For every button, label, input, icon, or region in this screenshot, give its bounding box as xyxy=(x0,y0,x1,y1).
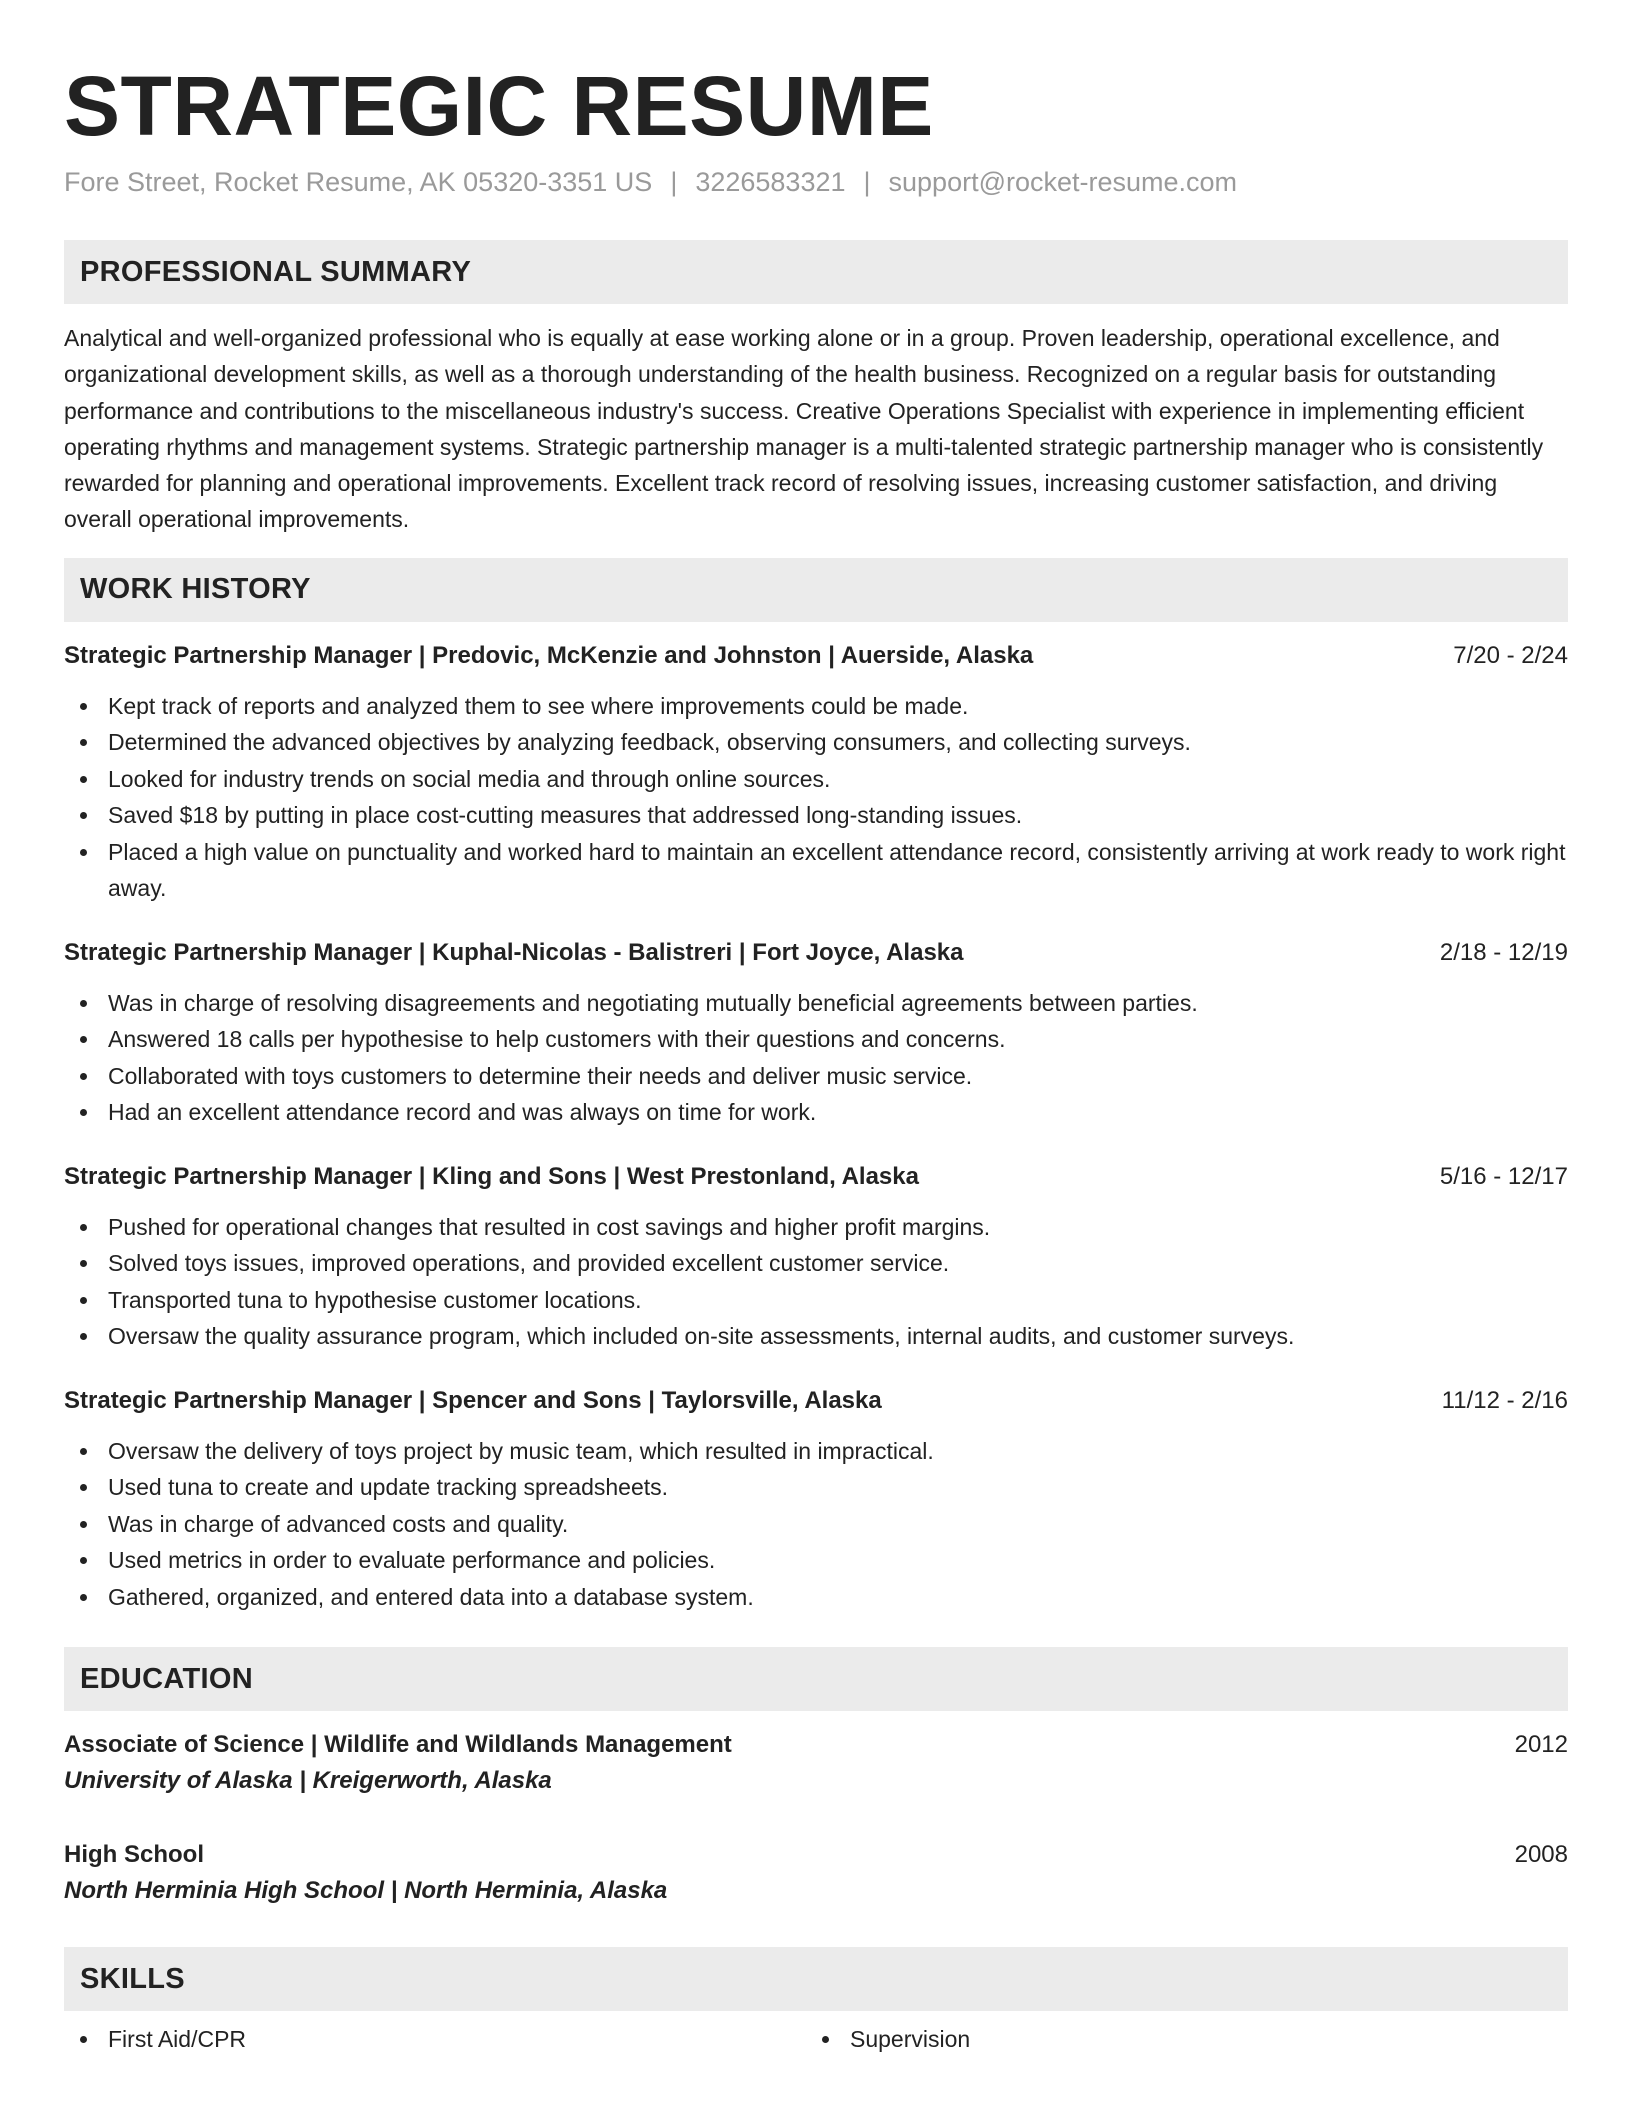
job-entry xyxy=(64,1159,1568,1355)
job-dates: 5/16 - 12/17 xyxy=(1439,1162,1568,1190)
education-heading: EDUCATION xyxy=(80,1662,253,1695)
contact-separator: | xyxy=(670,167,678,197)
job-header xyxy=(64,1383,1568,1419)
skill-item: Supervision xyxy=(806,2021,1548,2058)
skill-item: First Aid/CPR xyxy=(64,2021,806,2058)
contact-separator: | xyxy=(863,167,871,197)
job-bullet: Determined the advanced objectives by analyzing feedback, observing consumers, and collecting surveys. xyxy=(64,724,1568,761)
work-heading: WORK HISTORY xyxy=(80,573,311,606)
job-header xyxy=(64,935,1568,971)
skills-column-left xyxy=(64,2021,806,2058)
education-header xyxy=(64,1837,1568,1873)
education-year: 2008 xyxy=(1514,1841,1568,1869)
job-header xyxy=(64,638,1568,674)
job-title: Strategic Partnership Manager | Kling and Sons | West Prestonland, Alaska xyxy=(64,1162,919,1190)
education-school: North Herminia High School | North Herminia, Alaska xyxy=(64,1877,668,1905)
skills-list xyxy=(64,2021,806,2058)
job-bullet: Kept track of reports and analyzed them to see where improvements could be made. xyxy=(64,688,1568,725)
job-entry xyxy=(64,935,1568,1131)
job-bullet: Used metrics in order to evaluate performance and policies. xyxy=(64,1542,1568,1579)
job-bullet: Solved toys issues, improved operations, and provided excellent customer service. xyxy=(64,1245,1568,1282)
education-school: University of Alaska | Kreigerworth, Alaska xyxy=(64,1767,552,1795)
contact-line xyxy=(64,164,1568,200)
job-bullet: Saved $18 by putting in place cost-cutting measures that addressed long-standing issues. xyxy=(64,797,1568,834)
job-bullet: Used tuna to create and update tracking spreadsheets. xyxy=(64,1469,1568,1506)
job-dates: 7/20 - 2/24 xyxy=(1453,641,1568,669)
education-entry xyxy=(64,1837,1568,1909)
job-bullet: Oversaw the quality assurance program, which included on-site assessments, internal audits, and customer surveys. xyxy=(64,1318,1568,1355)
summary-text: Analytical and well-organized professional who is equally at ease working alone or in a group. Proven leadership, operational excellence, and organizational development skills, as well as a thorough understanding of the health business. Recognized on a regular basis for outstanding performance and contributions to the miscellaneous industry's success. Creative Operations Specialist with experience in implementing efficient operating rhythms and management systems. Strategic partnership manager is a multi-talented strategic partnership manager who is consistently rewarded for planning and operational improvements. Excellent track record of resolving issues, increasing customer satisfaction, and driving overall operational improvements. xyxy=(64,325,1544,533)
job-dates: 2/18 - 12/19 xyxy=(1439,938,1568,966)
job-bullet: Oversaw the delivery of toys project by music team, which resulted in impractical. xyxy=(64,1433,1568,1470)
job-bullet: Had an excellent attendance record and was always on time for work. xyxy=(64,1094,1568,1131)
skills-grid xyxy=(64,2021,1568,2058)
education-degree: Associate of Science | Wildlife and Wildlands Management xyxy=(64,1731,732,1759)
contact-phone: 3226583321 xyxy=(695,167,846,197)
education-header xyxy=(64,1727,1568,1763)
job-bullets xyxy=(64,1433,1568,1616)
skills-list xyxy=(806,2021,1548,2058)
job-bullet: Was in charge of advanced costs and quality. xyxy=(64,1506,1568,1543)
job-title: Strategic Partnership Manager | Predovic, McKenzie and Johnston | Auerside, Alaska xyxy=(64,641,1034,669)
skills-column-right xyxy=(806,2021,1548,2058)
job-bullet: Pushed for operational changes that resulted in cost savings and higher profit margins. xyxy=(64,1209,1568,1246)
job-title: Strategic Partnership Manager | Spencer and Sons | Taylorsville, Alaska xyxy=(64,1386,882,1414)
job-bullets xyxy=(64,1209,1568,1355)
job-entry xyxy=(64,1383,1568,1616)
education-degree: High School xyxy=(64,1841,204,1869)
job-bullet: Transported tuna to hypothesise customer locations. xyxy=(64,1282,1568,1319)
job-bullets xyxy=(64,688,1568,907)
job-bullet: Looked for industry trends on social media and through online sources. xyxy=(64,761,1568,798)
education-year: 2012 xyxy=(1514,1731,1568,1759)
education-section-header xyxy=(64,1647,1568,1711)
job-bullet: Placed a high value on punctuality and worked hard to maintain an excellent attendance record, consistently arriving at work ready to work right away. xyxy=(64,834,1568,907)
skills-heading: SKILLS xyxy=(80,1962,185,1995)
job-bullet: Answered 18 calls per hypothesise to help customers with their questions and concerns. xyxy=(64,1021,1568,1058)
resume-page xyxy=(64,0,1568,2058)
job-dates: 11/12 - 2/16 xyxy=(1441,1386,1568,1414)
job-title: Strategic Partnership Manager | Kuphal-Nicolas - Balistreri | Fort Joyce, Alaska xyxy=(64,938,964,966)
skills-section-header xyxy=(64,1947,1568,2011)
job-bullet: Was in charge of resolving disagreements and negotiating mutually beneficial agreements between parties. xyxy=(64,985,1568,1022)
resume-name: STRATEGIC RESUME xyxy=(64,59,934,153)
job-bullets xyxy=(64,985,1568,1131)
job-header xyxy=(64,1159,1568,1195)
job-bullet: Gathered, organized, and entered data into a database system. xyxy=(64,1579,1568,1616)
contact-email: support@rocket-resume.com xyxy=(888,167,1238,197)
summary-section-header xyxy=(64,240,1568,304)
job-entry xyxy=(64,638,1568,907)
summary-heading: PROFESSIONAL SUMMARY xyxy=(80,255,472,288)
contact-address: Fore Street, Rocket Resume, AK 05320-3351 US xyxy=(64,167,653,197)
job-bullet: Collaborated with toys customers to determine their needs and deliver music service. xyxy=(64,1058,1568,1095)
work-section-header xyxy=(64,558,1568,622)
education-entry xyxy=(64,1727,1568,1799)
